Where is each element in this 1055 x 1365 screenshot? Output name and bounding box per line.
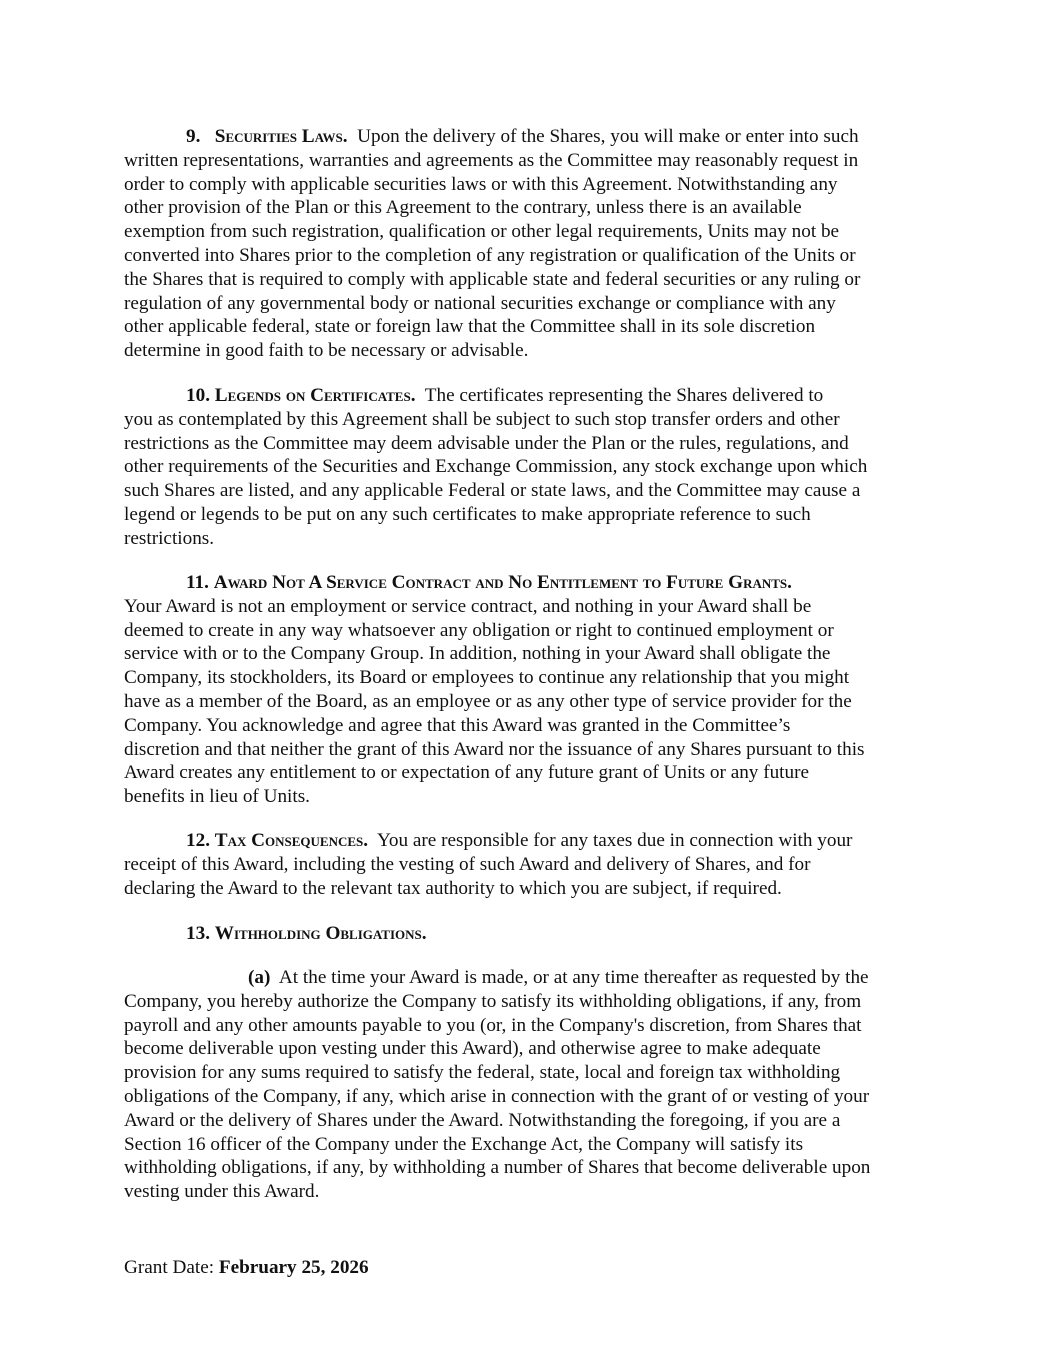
section-title: Withholding Obligations. [214,923,427,944]
section-title: Legends on Certificates. [214,385,416,406]
section-number: 10. [186,385,210,406]
section-title: Award Not A Service Contract and No Entitlement to Future Grants. [213,572,792,593]
section-title: Securities Laws. [214,126,348,147]
section-number: 13. [186,923,210,944]
grant-date-value: February 25, 2026 [218,1257,369,1278]
section-10: 10. Legends on Certificates. The certificates representing the Shares delivered to you as contemplated by this Agreement shall be subject to such stop transfer orders and other restrictions as the Committee may deem advisable under the Plan or the rules, regulations, and other requirements of the Securities and Exchange Commission, any stock exchange upon which such Shares are listed, and any applicable Federal or state laws, and the Committee may cause a legend or legends to be put on any such certificates to make appropriate reference to such restrictions. [124,385,868,549]
section-9: 9. Securities Laws. Upon the delivery of the Shares, you will make or enter into such written representations, warranties and agreements as the Committee may reasonably request in order to comply with applicable securities laws or with this Agreement. Notwithstanding any other provision of the Plan or this Agreement to the contrary, unless there is an available exemption from such registration, qualification or other legal requirements, Units may not be converted into Shares prior to the completion of any registration or qualification of the Units or the Shares that is required to comply with applicable state and federal securities or any ruling or regulation of any governmental body or national securities exchange or compliance with any other applicable federal, state or foreign law that the Committee shall in its sole discretion determine in good faith to be necessary or advisable. [124,126,861,362]
section-number: 9. [186,126,201,147]
subsection-13a: (a) At the time your Award is made, or at any time thereafter as requested by the Company, you hereby authorize the Company to satisfy its withholding obligations, if any, from payroll and any other amounts payable to you (or, in the Company's discretion, from Shares that become deliverable upon vesting under this Award), and otherwise agree to make adequate provision for any sums required to satisfy the federal, state, local and foreign tax withholding obligations of the Company, if any, which arise in connection with the grant of or vesting of your Award or the delivery of Shares under the Award. Notwithstanding the foregoing, if you are a Section 16 officer of the Company under the Exchange Act, the Company will satisfy its withholding obligations, if any, by withholding a number of Shares that become deliverable upon vesting under this Award. [124,967,871,1203]
grant-date [124,1256,369,1280]
section-number: 11. [186,572,209,593]
section-11: 11. Award Not A Service Contract and No Entitlement to Future Grants. Your Award is not an employment or service contract, and nothing in your Award shall be deemed to create in any way whatsoever any obligation or right to continued employment or service with or to the Company Group. In addition, nothing in your Award shall obligate the Company, its stockholders, its Board or employees to continue any relationship that you might have as a member of the Board, as an employee or as any other type of service provider for the Company. You acknowledge and agree that this Award was granted in the Committee’s discretion and that neither the grant of this Award nor the issuance of any Shares pursuant to this Award creates any entitlement to or expectation of any future grant of Units or any future benefits in lieu of Units. [124,572,865,808]
grant-date-label: Grant Date: [124,1257,215,1278]
section-13 [124,922,944,946]
subsection-label: (a) [248,967,271,988]
section-title: Tax Consequences. [214,830,369,851]
section-number: 12. [186,830,210,851]
section-12: 12. Tax Consequences. You are responsible for any taxes due in connection with your receipt of this Award, including the vesting of such Award and delivery of Shares, and for declaring the Award to the relevant tax authority to which you are subject, if required. [124,830,853,899]
